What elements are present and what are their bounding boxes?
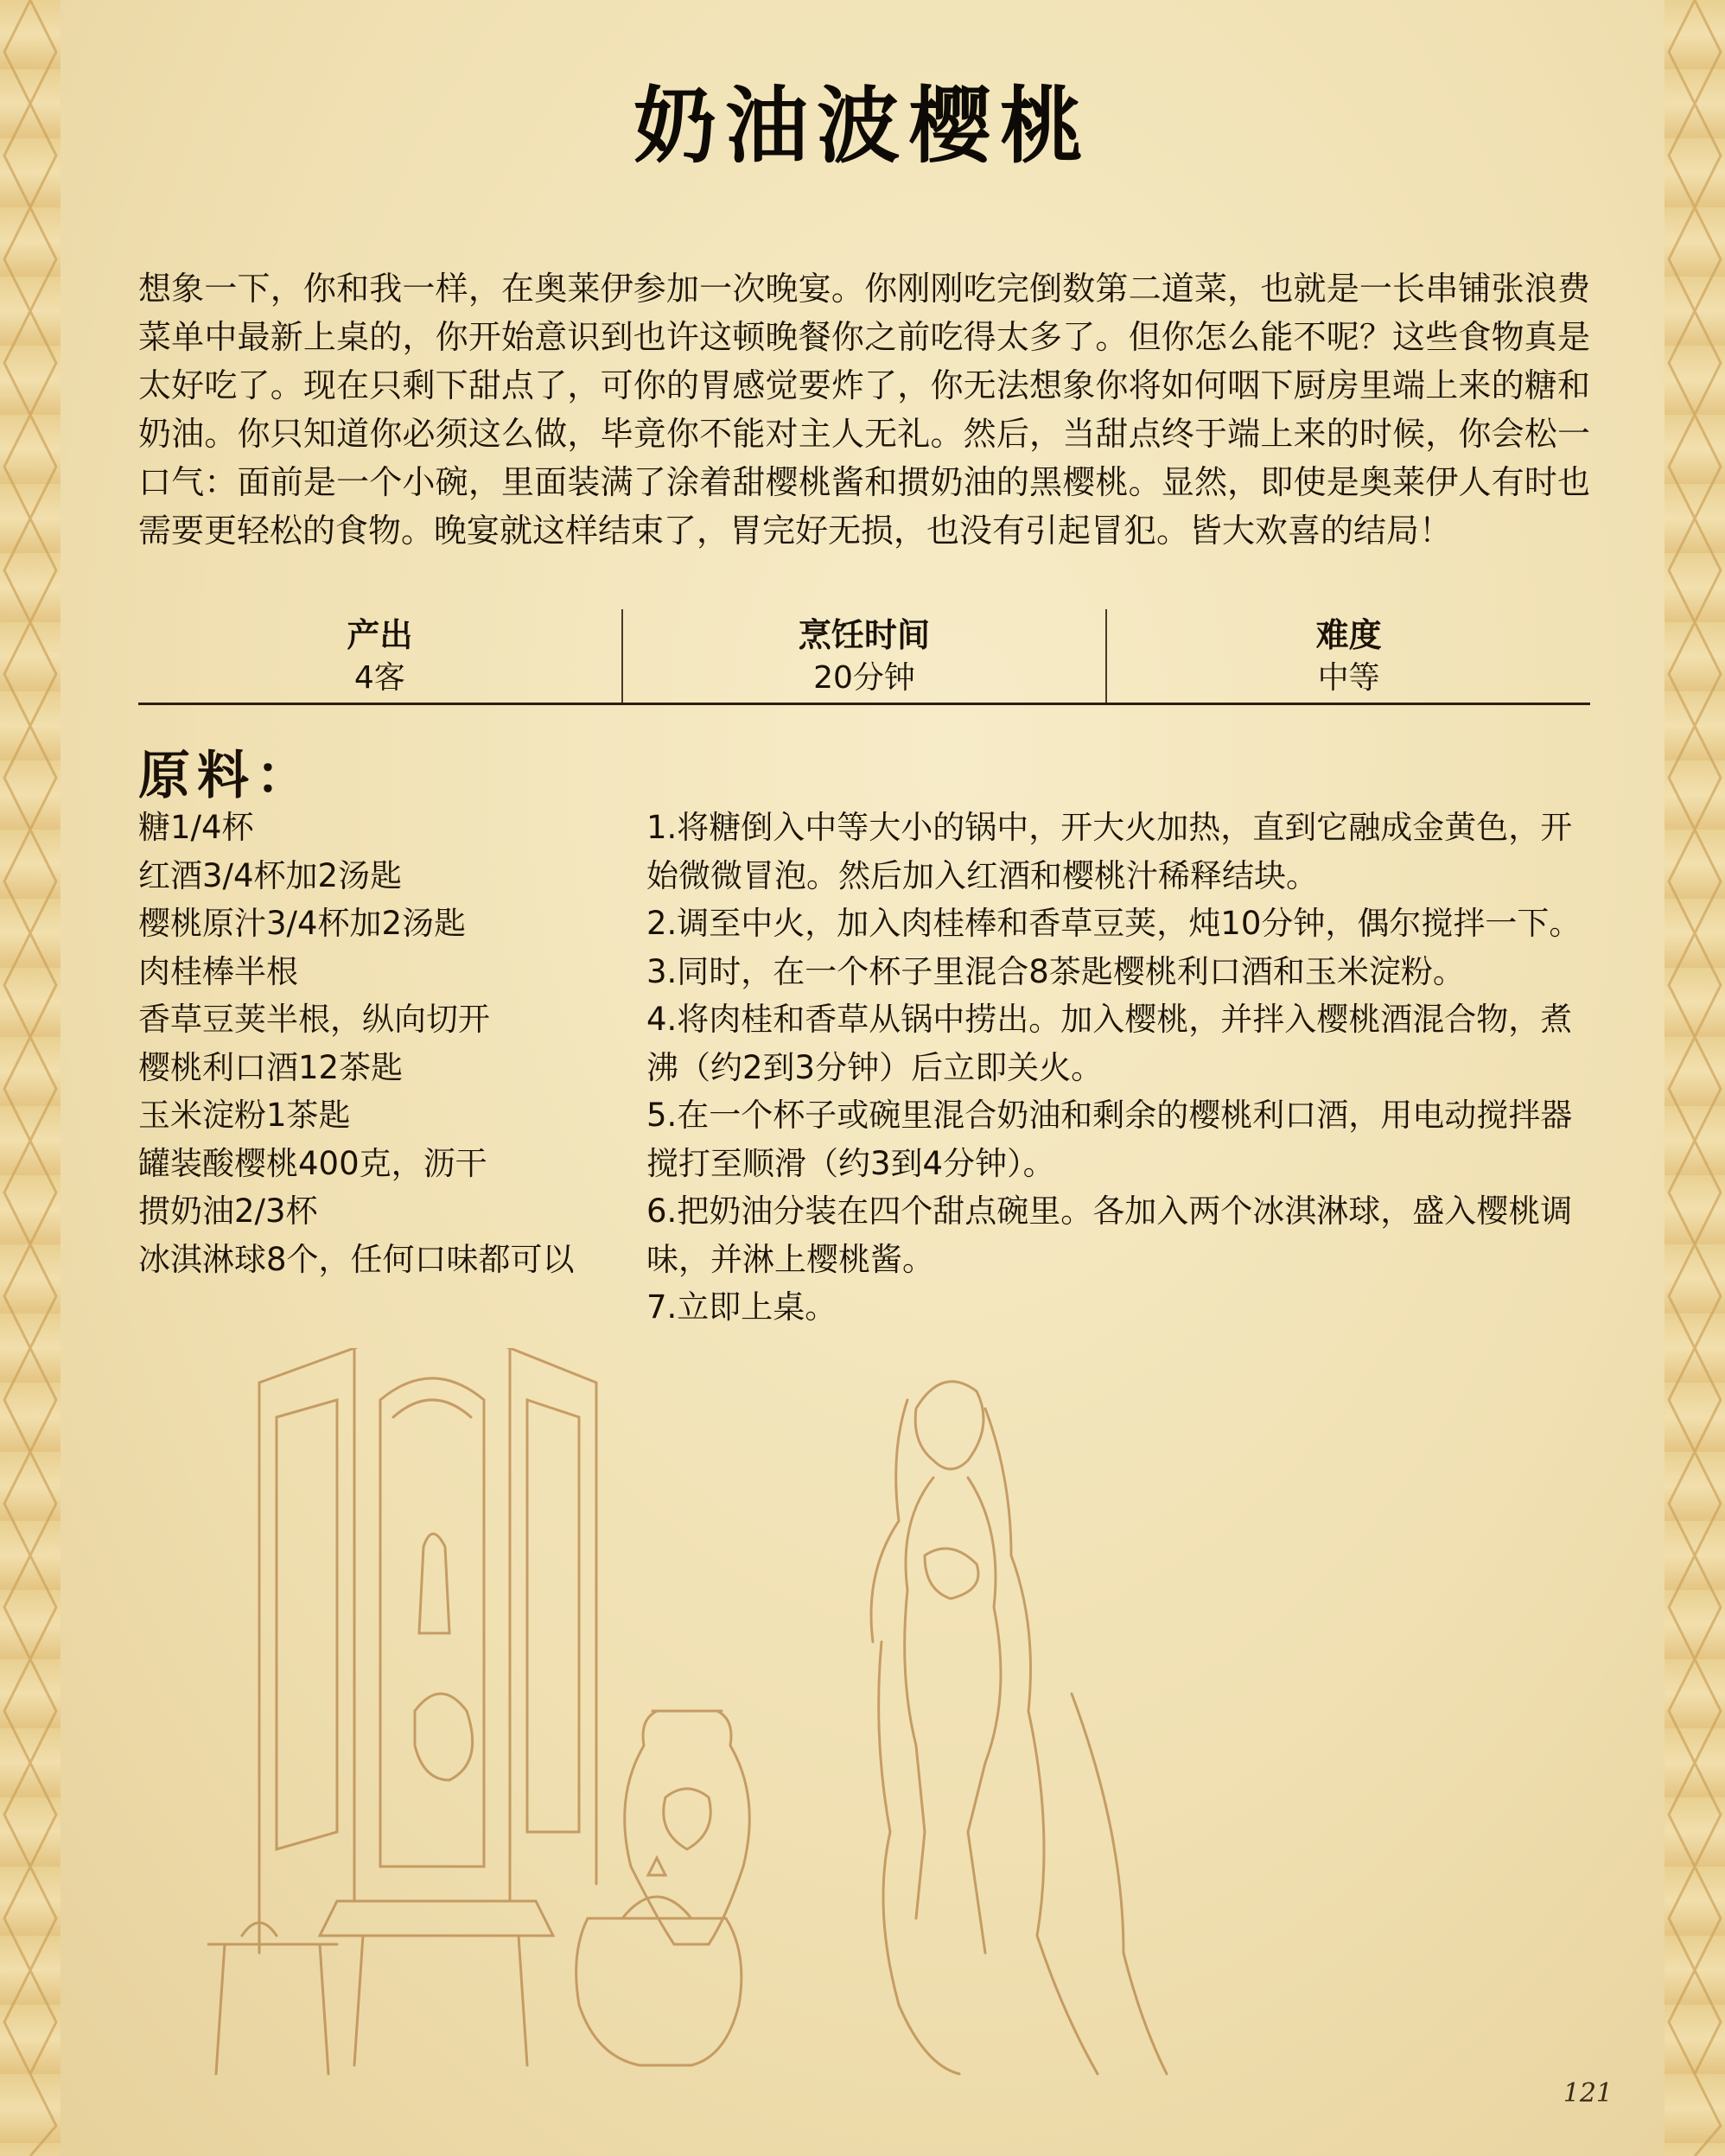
decorative-border-left xyxy=(0,0,60,2156)
stat-yield xyxy=(138,609,621,703)
instruction-step: 7.立即上桌。 xyxy=(646,1288,837,1326)
instruction-step: 6.把奶油分装在四个甜点碗里。各加入两个冰淇淋球，盛入樱桃调味，并淋上樱桃酱。 xyxy=(646,1192,1573,1278)
ingredient-item: 肉桂棒半根 xyxy=(138,952,298,990)
intro-paragraph: 想象一下，你和我一样，在奥莱伊参加一次晚宴。你刚刚吃完倒数第二道菜，也就是一长串铺张浪费菜单中最新上桌的，你开始意识到也许这顿晚餐你之前吃得太多了。但你怎么能不呢？这些食物真是太好吃了。现在只剩下甜点了，可你的胃感觉要炸了，你无法想象你将如何咽下厨房里端上来的糖和奶油。你只知道你必须这么做，毕竟你不能对主人无礼。然后，当甜点终于端上来的时候，你会松一口气：面前是一个小碗，里面装满了涂着甜樱桃酱和掼奶油的黑樱桃。显然，即使是奥莱伊人有时也需要更轻松的食物。晚宴就这样结束了，胃完好无损，也没有引起冒犯。皆大欢喜的结局！ xyxy=(138,270,1590,550)
instruction-step: 2.调至中火，加入肉桂棒和香草豆荚，炖10分钟，偶尔搅拌一下。 xyxy=(646,905,1582,942)
ingredients-heading: 原料： xyxy=(138,746,315,806)
recipe-title: 奶油波樱桃 xyxy=(633,77,1092,175)
ingredient-item: 香草豆荚半根，纵向切开 xyxy=(138,1001,490,1038)
ingredient-item: 樱桃利口酒12茶匙 xyxy=(138,1048,404,1086)
instruction-step: 5.在一个杯子或碗里混合奶油和剩余的樱桃利口酒，用电动搅拌器搅打至顺滑（约3到4分钟）。 xyxy=(646,1097,1573,1182)
ingredient-item: 掼奶油2/3杯 xyxy=(138,1192,318,1230)
ingredient-item: 玉米淀粉1茶匙 xyxy=(138,1097,351,1134)
ingredient-item: 糖1/4杯 xyxy=(138,809,254,846)
stat-difficulty-value: 中等 xyxy=(1317,660,1380,696)
instruction-step: 4.将肉桂和香草从锅中捞出。加入樱桃，并拌入樱桃酒混合物，煮沸（约2到3分钟）后立即关火。 xyxy=(646,1001,1573,1086)
decorative-border-right xyxy=(1665,0,1725,2156)
stat-time-label: 烹饪时间 xyxy=(799,616,931,654)
pencil-sketch-illustration xyxy=(207,1348,1365,2083)
page-number: 121 xyxy=(1563,2078,1613,2108)
stat-difficulty-label: 难度 xyxy=(1315,616,1382,654)
instruction-step: 3.同时，在一个杯子里混合8茶匙樱桃利口酒和玉米淀粉。 xyxy=(646,952,1465,990)
stat-yield-label: 产出 xyxy=(347,616,413,654)
ingredient-item: 冰淇淋球8个，任何口味都可以 xyxy=(138,1240,575,1278)
instructions-list xyxy=(646,804,1590,1332)
stat-time-value: 20分钟 xyxy=(813,660,915,696)
ingredient-item: 罐装酸樱桃400克，沥干 xyxy=(138,1144,487,1182)
recipe-stats xyxy=(138,609,1590,705)
ingredient-item: 红酒3/4杯加2汤匙 xyxy=(138,856,403,894)
stat-yield-value: 4客 xyxy=(353,660,405,696)
ingredients-list xyxy=(138,804,588,1283)
stat-time xyxy=(621,609,1106,703)
stat-difficulty xyxy=(1105,609,1590,703)
instruction-step: 1.将糖倒入中等大小的锅中，开大火加热，直到它融成金黄色，开始微微冒泡。然后加入红酒和樱桃汁稀释结块。 xyxy=(646,809,1573,894)
ingredient-item: 樱桃原汁3/4杯加2汤匙 xyxy=(138,905,467,942)
